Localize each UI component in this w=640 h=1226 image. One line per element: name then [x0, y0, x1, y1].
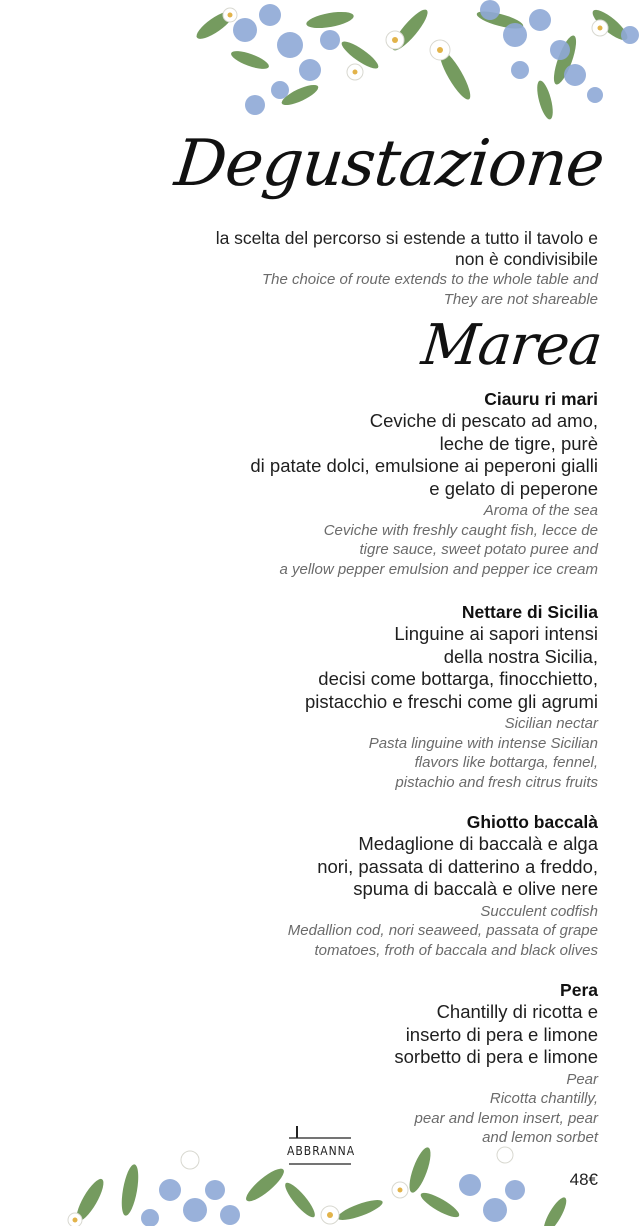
course-description: Ceviche di pescato ad amo, — [369, 410, 598, 431]
course-item — [38, 979, 598, 1148]
course-english-text: Medallion cod, nori seaweed, passata of grape — [287, 922, 598, 939]
course-description: della nostra Sicilia, — [443, 645, 598, 667]
logo-text: ABBRANNA — [287, 1144, 356, 1158]
menu-title: Degustazione — [171, 127, 608, 201]
course-english-text: Ceviche with freshly caught fish, lecce de — [323, 521, 598, 539]
intro-text: non è condivisibile — [454, 249, 598, 269]
course-item — [38, 388, 598, 579]
menu-price: 48€ — [569, 1170, 598, 1189]
course-english-text: Aroma of the sea — [483, 502, 598, 519]
course-name: Ghiotto baccalà — [466, 812, 598, 832]
course-english-text: Ricotta chantilly, — [489, 1090, 598, 1107]
course-description: inserto di pera e limone — [405, 1023, 598, 1045]
course-description: sorbetto di pera e limone — [394, 1046, 598, 1067]
course-english-text: pear and lemon insert, pear — [414, 1109, 598, 1127]
course-description: leche de tigre, purè — [439, 432, 598, 454]
course-description: nori, passata di datterino a freddo, — [317, 855, 598, 877]
course-item — [38, 811, 598, 960]
course-description: pistacchio e freschi come gli agrumi — [304, 690, 598, 712]
course-description: Medaglione di baccalà e alga — [358, 833, 598, 854]
course-description: e gelato di peperone — [429, 477, 598, 499]
intro-english-text: The choice of route extends to the whole table and — [261, 271, 598, 288]
course-english-text: Pear — [566, 1070, 598, 1088]
course-english-text: and lemon sorbet — [482, 1129, 598, 1146]
course-english-text: Pasta linguine with intense Sicilian — [368, 734, 598, 752]
restaurant-logo — [285, 1124, 355, 1170]
course-english-text: tomatoes, froth of baccala and black olives — [314, 941, 598, 959]
course-description: Linguine ai sapori intensi — [394, 623, 598, 644]
intro-text: la scelta del percorso si estende a tutto il tavolo e — [215, 228, 598, 248]
course-description: Chantilly di ricotta e — [436, 1001, 598, 1022]
course-item — [38, 601, 598, 792]
intro-english-text: They are not shareable — [443, 290, 598, 308]
course-english-text: flavors like bottarga, fennel, — [414, 754, 598, 771]
course-name: Ciauru ri mari — [484, 389, 598, 409]
course-english-text: a yellow pepper emulsion and pepper ice cream — [279, 560, 598, 578]
course-english-text: pistachio and fresh citrus fruits — [395, 773, 598, 791]
course-description: decisi come bottarga, finocchietto, — [318, 668, 598, 689]
course-english-text: tigre sauce, sweet potato puree and — [359, 541, 598, 558]
section-title: Marea — [418, 313, 605, 378]
course-name: Nettare di Sicilia — [461, 602, 598, 622]
course-description: spuma di baccalà e olive nere — [353, 878, 598, 899]
course-english-text: Sicilian nectar — [504, 715, 598, 732]
course-name: Pera — [560, 980, 598, 1000]
course-description: di patate dolci, emulsione ai peperoni gialli — [250, 455, 598, 476]
intro-block — [38, 228, 598, 309]
course-english-text: Succulent codfish — [480, 902, 598, 920]
